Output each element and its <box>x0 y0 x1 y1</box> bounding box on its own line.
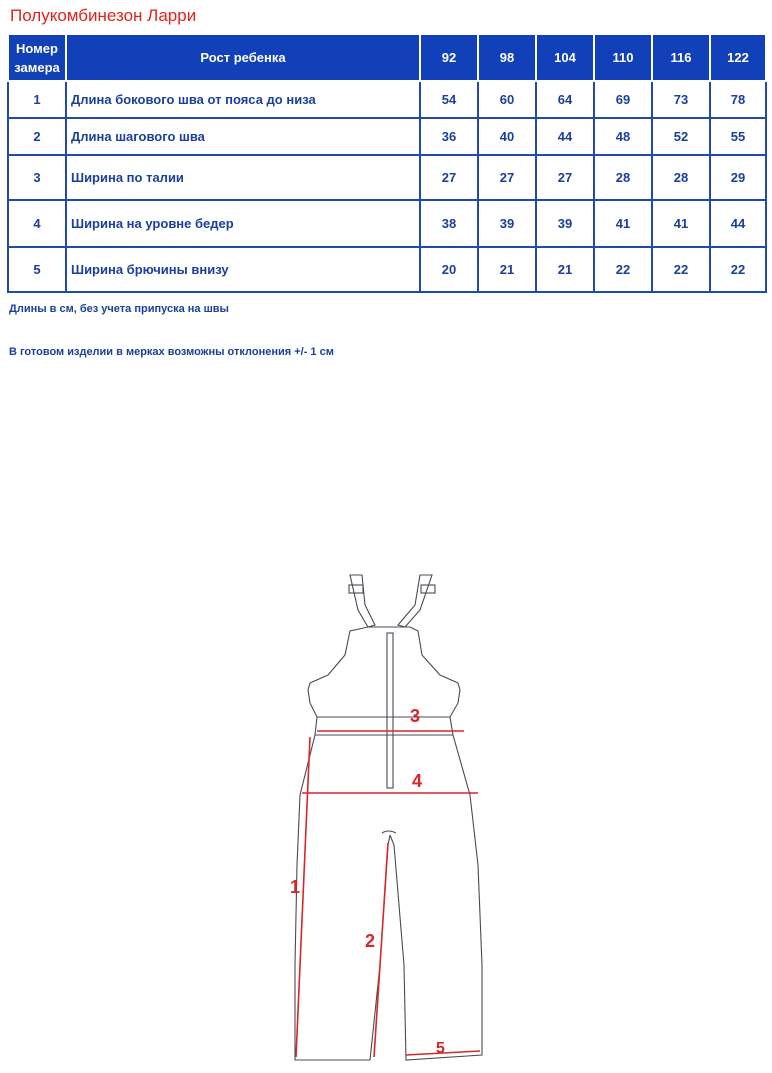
row-value: 20 <box>420 247 478 292</box>
row-value: 28 <box>652 155 710 200</box>
header-size-98: 98 <box>478 34 536 81</box>
row-value: 78 <box>710 81 766 118</box>
header-measure-number <box>8 34 66 81</box>
note-tolerance: В готовом изделии в мерках возможны отклонения +/- 1 см <box>9 346 334 358</box>
row-measure-name: Ширина брючины внизу <box>66 247 420 292</box>
row-value: 29 <box>710 155 766 200</box>
overalls-outline <box>295 575 482 1060</box>
measure-label-1: 1 <box>290 877 301 897</box>
table-row <box>8 155 766 200</box>
right-leg <box>390 735 482 1060</box>
row-value: 48 <box>594 118 652 155</box>
size-table <box>7 33 767 293</box>
row-value: 55 <box>710 118 766 155</box>
row-value: 69 <box>594 81 652 118</box>
header-num-line1: Номер <box>16 40 58 56</box>
row-value: 22 <box>710 247 766 292</box>
row-value: 22 <box>652 247 710 292</box>
measure-line-2 <box>374 843 388 1057</box>
row-value: 73 <box>652 81 710 118</box>
row-value: 21 <box>478 247 536 292</box>
row-value: 54 <box>420 81 478 118</box>
row-value: 39 <box>478 200 536 247</box>
row-measure-name: Ширина по талии <box>66 155 420 200</box>
row-value: 44 <box>710 200 766 247</box>
row-measure-name: Длина шагового шва <box>66 118 420 155</box>
zipper <box>387 633 393 788</box>
row-value: 22 <box>594 247 652 292</box>
crotch-seam <box>382 831 396 833</box>
table-row <box>8 81 766 118</box>
row-value: 40 <box>478 118 536 155</box>
measurement-lines <box>296 731 480 1057</box>
row-value: 44 <box>536 118 594 155</box>
row-value: 38 <box>420 200 478 247</box>
row-number: 4 <box>8 200 66 247</box>
row-measure-name: Ширина на уровне бедер <box>66 200 420 247</box>
header-size-92: 92 <box>420 34 478 81</box>
table-row <box>8 118 766 155</box>
row-measure-name: Длина бокового шва от пояса до низа <box>66 81 420 118</box>
measurement-labels <box>290 706 445 1057</box>
header-child-height: Рост ребенка <box>66 34 420 81</box>
measure-label-2: 2 <box>365 931 376 951</box>
right-strap <box>398 575 432 627</box>
bib <box>308 627 460 717</box>
table-header-row <box>8 34 766 81</box>
overalls-measurement-diagram <box>270 565 500 1070</box>
row-value: 28 <box>594 155 652 200</box>
row-value: 60 <box>478 81 536 118</box>
left-leg <box>295 735 390 1060</box>
row-value: 41 <box>594 200 652 247</box>
waistband <box>315 717 453 735</box>
product-title: Полукомбинезон Ларри <box>10 6 197 25</box>
measure-label-5: 5 <box>436 1040 445 1057</box>
row-number: 5 <box>8 247 66 292</box>
row-value: 41 <box>652 200 710 247</box>
header-size-110: 110 <box>594 34 652 81</box>
row-number: 1 <box>8 81 66 118</box>
row-value: 27 <box>478 155 536 200</box>
row-number: 3 <box>8 155 66 200</box>
measure-label-3: 3 <box>410 706 421 726</box>
measure-label-4: 4 <box>412 771 423 791</box>
header-size-116: 116 <box>652 34 710 81</box>
row-value: 21 <box>536 247 594 292</box>
header-num-line2: замера <box>14 59 60 75</box>
left-strap-buckle <box>349 585 363 593</box>
row-value: 27 <box>536 155 594 200</box>
row-value: 64 <box>536 81 594 118</box>
row-number: 2 <box>8 118 66 155</box>
row-value: 36 <box>420 118 478 155</box>
header-size-122: 122 <box>710 34 766 81</box>
row-value: 52 <box>652 118 710 155</box>
row-value: 39 <box>536 200 594 247</box>
note-lengths: Длины в см, без учета припуска на швы <box>9 303 229 315</box>
table-row <box>8 200 766 247</box>
header-size-104: 104 <box>536 34 594 81</box>
row-value: 27 <box>420 155 478 200</box>
table-row <box>8 247 766 292</box>
left-strap <box>350 575 375 627</box>
